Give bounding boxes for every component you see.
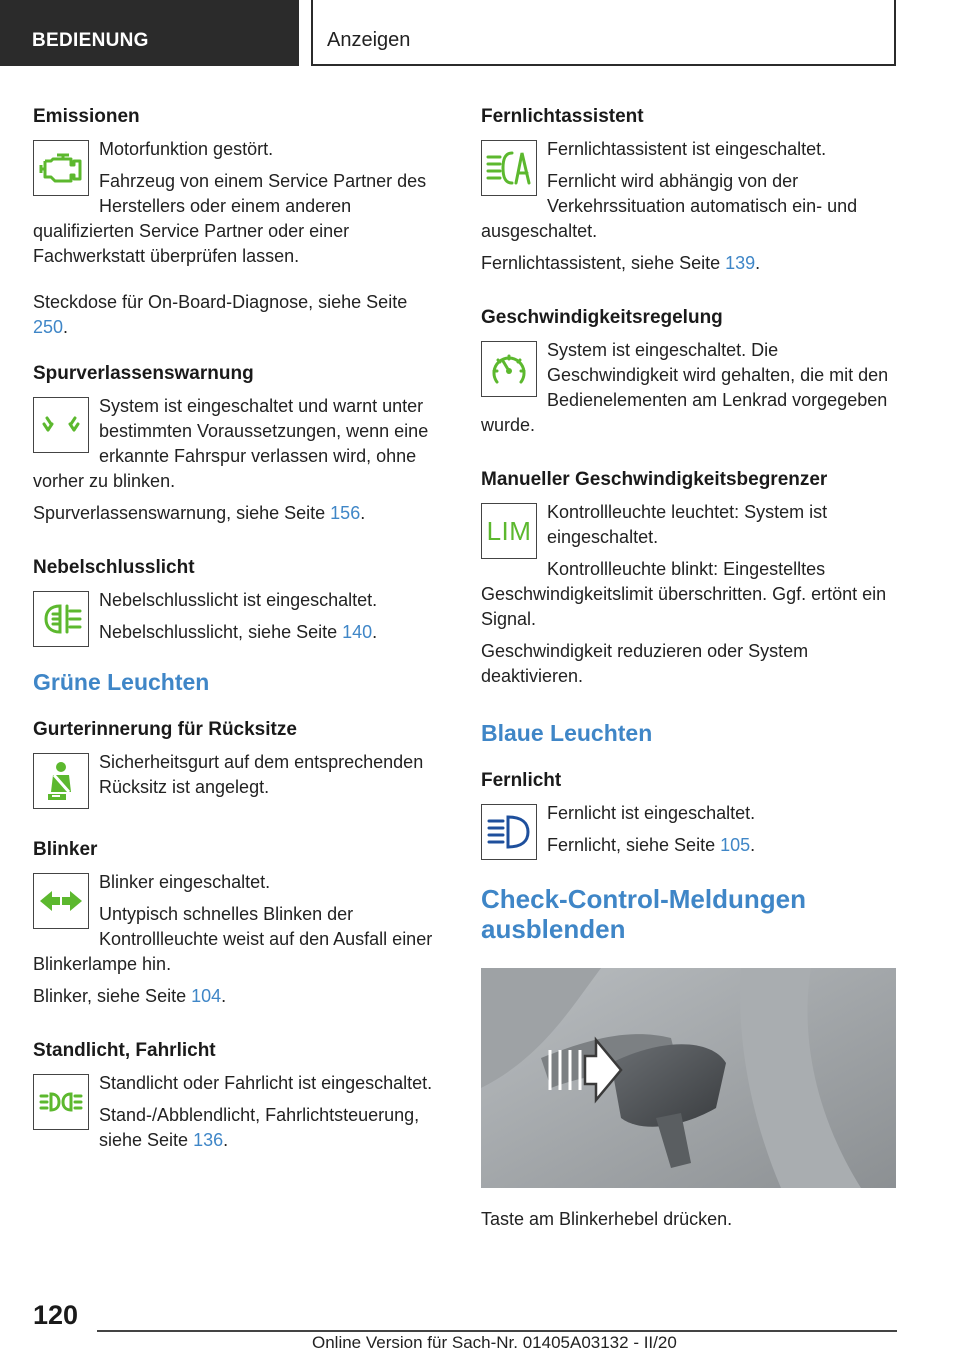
high-beam-assist-icon: [481, 140, 537, 196]
high-beam-icon: [481, 804, 537, 860]
emissionen-text-2: Fahrzeug von einem Service Partner des Herstellers oder einem anderen qualifizierten Service Partner oder einer Fachwerkstatt überprüfen lassen.: [33, 171, 427, 266]
fernlicht-text-2: Fernlicht, siehe Seite 105.: [547, 835, 756, 855]
engine-warning-icon: [33, 140, 89, 196]
right-column: [481, 104, 895, 1239]
nebel-text-2: Nebelschlusslicht, siehe Seite 140.: [99, 622, 378, 642]
turn-signal-icon: [33, 873, 89, 929]
speed-limiter-label: LIM: [486, 515, 532, 546]
page-link-139[interactable]: 139: [725, 253, 756, 273]
heading-gurterinnerung: Gurterinnerung für Rücksitze: [33, 719, 297, 740]
left-column: [33, 104, 447, 1160]
heading-blaue-leuchten: Blaue Leuchten: [481, 720, 653, 746]
check-caption: Taste am Blinkerhebel drücken.: [481, 1209, 733, 1229]
footer-online-version: Online Version für Sach-Nr. 01405A03132 - II/20: [312, 1333, 677, 1352]
page-link-140[interactable]: 140: [342, 622, 373, 642]
heading-geschwindigkeitsregelung: Geschwindigkeitsregelung: [481, 307, 723, 328]
lane-departure-icon: [33, 397, 89, 453]
standlicht-text-2: Stand-/Abblendlicht, Fahrlichtsteuerung, siehe Seite 136.: [99, 1105, 420, 1150]
heading-nebelschlusslicht: Nebelschlusslicht: [33, 557, 195, 578]
speed-limiter-icon: [481, 503, 537, 559]
heading-fernlicht: Fernlicht: [481, 770, 562, 791]
seatbelt-icon: [33, 753, 89, 809]
heading-gruene-leuchten: Grüne Leuchten: [33, 669, 210, 695]
turn-signal-lever-photo: [481, 968, 896, 1188]
footer-divider: [97, 1330, 897, 1332]
standlicht-text-1: Standlicht oder Fahrlicht ist eingeschaltet.: [99, 1073, 433, 1093]
emissionen-text-3: Steckdose für On-Board-Diagnose, siehe Seite 250.: [33, 292, 408, 337]
cruise-control-icon: [481, 341, 537, 397]
parking-light-icon: [33, 1074, 89, 1130]
heading-fernlichtassistent: Fernlichtassistent: [481, 106, 644, 127]
fernlicht-text-1: Fernlicht ist eingeschaltet.: [547, 803, 756, 823]
page-link-136[interactable]: 136: [193, 1130, 224, 1150]
rear-fog-light-icon: [33, 591, 89, 647]
fernassist-text-2: Fernlicht wird abhängig von der Verkehrssituation automatisch ein- und ausgeschaltet.: [481, 171, 858, 241]
heading-check-control: Check-Control-Meldungen ausblenden: [481, 884, 806, 944]
page-link-156[interactable]: 156: [330, 503, 361, 523]
blinker-text-1: Blinker eingeschaltet.: [99, 872, 271, 892]
gurt-text-1: Sicherheitsgurt auf dem entsprechenden Rücksitz ist angelegt.: [99, 752, 424, 797]
heading-spurverlassenswarnung: Spurverlassenswarnung: [33, 363, 254, 384]
heading-emissionen: Emissionen: [33, 106, 140, 127]
blinker-text-3: Blinker, siehe Seite 104.: [33, 986, 227, 1006]
chapter-title: Anzeigen: [311, 0, 896, 66]
fernassist-text-1: Fernlichtassistent ist eingeschaltet.: [547, 139, 827, 159]
begrenzer-text-1: Kontrollleuchte leuchtet: System ist eingeschaltet.: [547, 502, 828, 547]
heading-standlicht: Standlicht, Fahrlicht: [33, 1040, 216, 1061]
section-tab: BEDIENUNG: [0, 0, 299, 66]
page-link-105[interactable]: 105: [720, 835, 751, 855]
emissionen-text-1: Motorfunktion gestört.: [99, 139, 274, 159]
begrenzer-text-2: Kontrollleuchte blinkt: Eingestelltes Geschwindigkeitslimit überschritten. Ggf. ertönt ein Signal.: [481, 559, 887, 629]
nebel-text-1: Nebelschlusslicht ist eingeschaltet.: [99, 590, 378, 610]
geschw-text-1: System ist eingeschaltet. Die Geschwindigkeit wird gehalten, die mit den Bedienelementen am Lenkrad vorgegeben wurde.: [481, 340, 889, 435]
page-link-104[interactable]: 104: [191, 986, 222, 1006]
spur-text-1: System ist eingeschaltet und warnt unter bestimmten Voraussetzungen, wenn eine erkannte Fahrspur verlassen wird, ohne vorher zu blinken.: [33, 396, 429, 491]
page-number: 120: [33, 1300, 79, 1330]
page-link-250[interactable]: 250: [33, 317, 64, 337]
blinker-text-2: Untypisch schnelles Blinken der Kontrollleuchte weist auf den Ausfall einer Blinkerlampe hin.: [33, 904, 433, 974]
spur-text-2: Spurverlassenswarnung, siehe Seite 156.: [33, 503, 366, 523]
page-header: [0, 0, 960, 66]
heading-begrenzer: Manueller Geschwindigkeitsbegrenzer: [481, 469, 828, 490]
heading-blinker: Blinker: [33, 839, 98, 860]
begrenzer-text-3: Geschwindigkeit reduzieren oder System deaktivieren.: [481, 641, 809, 686]
fernassist-text-3: Fernlichtassistent, siehe Seite 139.: [481, 253, 761, 273]
